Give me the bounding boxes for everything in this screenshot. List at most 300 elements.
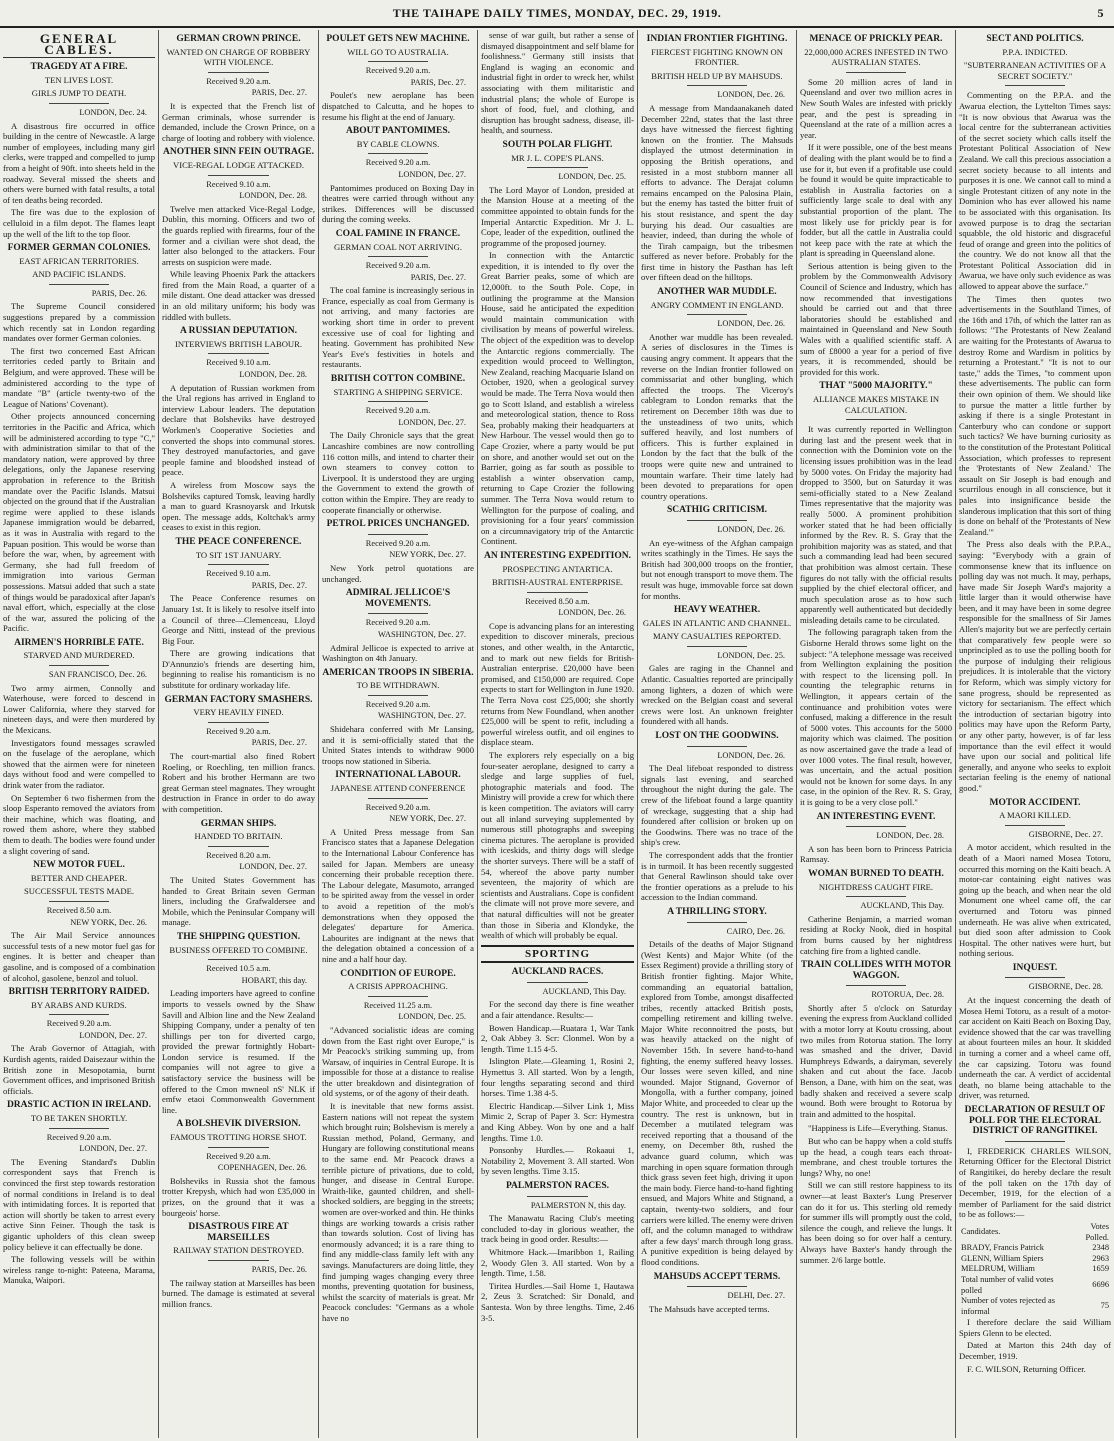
paragraph: Still we can still restore happiness to its owner—at least Baxter's Lung Preserver can do it for us. This sterling old remedy for summer ills will promptly oust the cold, silence the cough, and relieve the lungs. It has been doing so for over half a century. Always have Baxter's handy through the summer. 2/6 large bottle. (800, 1180, 952, 1265)
dateline: LONDON, Dec. 26. (717, 90, 785, 100)
paragraph: A message from Mandaanakaneh dated December 22nd, states that the last three days have witnessed the fiercest fighting known on the frontier. The Mahsuds displayed the utmost determination in opposing the British operations, and resisted in a most stubborn manner all efforts to advance. The Derajat column remains encamped on the Palosina Plain, but the enemy has tasted the bitter fruit of his stout resistance, and spent the day burying his dead. Our casualties are heavier, indeed, than during the whole of the Tirah campaign, but the tribesmen suffered as never before. Probably for the first time in history the Pasthan has left over fifteen dead on the hilltops. (641, 102, 793, 283)
paragraph: Another war muddle has been revealed. A series of disclosures in the Times is causing angry comment. It appears that the reverse on the Indian frontier followed on commissariat and other bungling, which affected the troops. The Viceroy's cablegram to London remarks that the retirement on December 18th was due to the unsteadiness of two units, which suffered heavily, and lost numbers of officers. This is further explained in London by the fact that the bulk of the troops were quite new and untrained to mountain warfare. Their time lately had been devoted to preparations for open country operations. (641, 331, 793, 501)
article-subheading: BRITISH HELD UP BY MAHSUDS. (651, 70, 783, 81)
dateline: NEW YORK, Dec. 27. (389, 550, 466, 560)
dateline: PALMERSTON N, this day. (530, 1200, 626, 1210)
column-1 (0, 30, 159, 1438)
article-headline: CONDITION OF EUROPE. (340, 968, 456, 979)
paragraph: A son has been born to Princess Patricia Ramsay. (800, 843, 952, 865)
paragraph: "Happiness is Life—Everything. Stanus. (808, 1123, 948, 1134)
paragraph: "Advanced socialistic ideas are coming down from the East right over Europe," is Mr Peacock's striking summing up, from Warsaw, of inquiries in Central Europe. It is impossible for those at a distance to realise the utter breakdown and disintegration of old systems, or of the agony of their death. (322, 1024, 474, 1099)
article (3, 62, 155, 239)
received-time: Received 9.20 a.m. (206, 726, 271, 736)
article (3, 860, 155, 983)
divider (687, 1286, 748, 1287)
poll-total (959, 1296, 1111, 1317)
column-2 (159, 30, 319, 1438)
article-headline: DISASTROUS FIRE AT MARSEILLES (188, 1222, 289, 1243)
poll-row (959, 1243, 1111, 1254)
paragraph: A wireless from Moscow says the Bolsheviks captured Tomsk, leaving hardly a man to guard Krasnoyarsk and Irkutsk open. The message adds, Koltchak's army ceases to exist in this region. (162, 479, 315, 533)
article-subheading: GIRLS JUMP TO DEATH. (31, 88, 127, 99)
divider (846, 826, 907, 827)
paragraph: Cope is advancing plans for an interesting expedition to discover minerals, precious stones, and other wealth, in the Antarctic, and to mark out new fields for British-Australian enterprise. £20,000 have been promised, and £150,000 are required. Cope expects to start for Wellington in June 1920. The Terra Nova cost £25,000; she shortly returns from New Foundland, when another £25,000 will be spent to refit, including a powerful wireless outfit, and oil engines to displace steam. (481, 620, 634, 748)
divider (208, 1260, 269, 1261)
article-subheading: JAPANESE ATTEND CONFERENCE (330, 783, 466, 794)
poll-table (959, 1222, 1111, 1317)
article-subheading: STARTING A SHIPPING SERVICE. (333, 386, 463, 397)
dateline: PARIS, Dec. 27. (410, 77, 466, 87)
article-subheading: AND PACIFIC ISLANDS. (32, 269, 126, 280)
article-subheading: ANGRY COMMENT IN ENGLAND. (650, 299, 784, 310)
paragraph: The Press also deals with the P.P.A., saying: "Everybody with a grain of commonsense knew that its influence on polling day was not much. It may, perhaps, have made Sir Joseph Ward's majority a little larger than it would otherwise have been, and it may have been in some degree responsible for the smallness of Sir James Allen's majority but we are perfectly certain that comparatively few people were so unprincipled as to use the polling booth for the purpose of indulging their religious prejudices. It is intolerable that the victory for Reform, which was simply victory for sane progress, should be represented as victory for sectarianism. The effect which the introduction of sectarian bigotry into politics may have upon the Reform Party, or any other party, however, is of far less importance than the evil effect it would have upon our social and political life generally, and anyone who seeks to exploit sectarian feeling is the enemy of national good." (959, 539, 1111, 793)
paragraph: Ponsonby Hurdles.— Rokaaui 1, Notability 2, Movement 3. All started. Won by seven lengths. Time 3.15. (481, 1145, 634, 1177)
article (959, 963, 1111, 1101)
article (322, 229, 474, 370)
article-subheading: ALLIANCE MAKES MISTAKE IN CALCULATION. (812, 394, 940, 415)
paragraph: But who can be happy when a cold stuffs up the head, a cough tears each throat-membrane, and chest trouble tortures the lungs? Why, no one! (800, 1136, 952, 1178)
article (322, 34, 474, 122)
dateline: LONDON, Dec. 27. (79, 1144, 147, 1154)
dateline: LONDON, Dec. 24. (79, 107, 147, 117)
paragraph: The Deal lifeboat responded to distress signals last evening, and searched throughout the night during the gale. The crew of the lifeboat found a large quantity of wreckage, suggesting that a ship had foundered after collision or broken up on the Goodwins. There was no trace of the ship's crew. (641, 763, 793, 848)
article (481, 140, 634, 547)
paragraph: The fire was due to the explosion of celluloid in a film depot. The flames leapt up the well of the lift to the top floor. (3, 207, 155, 239)
poll-total (959, 1275, 1111, 1296)
article-headline: FORMER GERMAN COLONIES. (7, 243, 151, 254)
article-headline: AMERICAN TROOPS IN SIBERIA. (322, 667, 474, 678)
article (3, 987, 155, 1096)
paragraph: Gales are raging in the Channel and Atlantic. Casualties reported are principally among lighters, a dozen of which were wrecked on the Belgian coast and several crews were lost. An unknown freighter foundered with all hands. (641, 663, 793, 727)
divider (49, 1014, 110, 1015)
article (959, 34, 1111, 794)
article-headline: GERMAN SHIPS. (200, 818, 277, 829)
received-time: Received 9.20 a.m. (46, 1132, 112, 1142)
received-time: Received 9.20 a.m. (365, 538, 431, 548)
paragraph: The Lord Mayor of London, presided at the Mansion House at a meeting of the committee appointed to obtain funds for the Imperial Antarctic Expedition. Mr J. L. Cope, leader of the expedition, outlined the programme of the proposed journey. (481, 184, 634, 248)
divider (846, 419, 907, 420)
column-4 (478, 30, 638, 1438)
paragraph: F. C. WILSON, Returning Officer. (967, 1363, 1086, 1374)
article-headline: POULET GETS NEW MACHINE. (326, 34, 470, 44)
dateline: DELHI, Dec. 27. (727, 1291, 785, 1301)
dateline: LONDON, Dec. 27. (398, 169, 466, 179)
received-time: Received 9.20 a.m. (365, 406, 431, 416)
poll-value: 2963 (1092, 1253, 1109, 1263)
poll-value: Votes Polled. (1085, 1221, 1109, 1242)
paragraph: While leaving Phoenix Park the attackers fired from the Main Road, a quarter of a mile distant. One dead attacker was dressed in an old military uniform; his body was riddled with bullets. (162, 269, 315, 322)
dateline: PARIS, Dec. 26. (251, 1264, 307, 1274)
divider (687, 746, 748, 747)
article-subheading: BRITISH-AUSTRAL ENTERPRISE. (492, 577, 623, 588)
paragraph: The coal famine is increasingly serious in France, especially as coal from Germany is not arriving, and many factories are working short time in order to prevent excessive use of coal for lighting and heating. Government has prohibited New Year's Eve's festivities in hotels and restaurants. (322, 285, 474, 370)
paragraph: The Times then quotes two advertisements in the Southland Times, of the 16th and 17th, of which the latter ran as follows: "The Protestants of New Zealand are waiting for the Protestants of Awarua to destroy Rome and Wardism in politics by returning a Protestant." "It is not to our taste," adds the Times, "to comment upon these advertisements. The public can form their own opinion of them. We should like to pursue the matter a little further by asking if there is a single Protestant in Canterbury who can condone or support such tactics? We have burning curiosity as to the constitution of the Protestant Political Association, which professes to represent the 'Protestants of New Zealand.' The assault on Sir Joseph is bad enough and scurrilous enough in all conscience, but it pales into insignificance beside the slanderous implication that this sort of thing is done on behalf of the 'Protestants of New Zealand.'" (959, 293, 1111, 537)
article-headline: AN INTERESTING EVENT. (816, 811, 936, 822)
received-time: Received 9.20 a.m. (206, 1151, 271, 1161)
received-time: Received 9.20 a.m. (365, 261, 431, 271)
article-headline: GERMAN FACTORY SMASHERS. (164, 694, 313, 705)
article (3, 243, 155, 634)
article-headline: MAHSUDS ACCEPT TERMS. (653, 1271, 781, 1282)
article-subheading: NIGHTDRESS CAUGHT FIRE. (818, 881, 934, 892)
received-time: Received 9.20 a.m. (206, 76, 271, 86)
article-subheading: "SUBTERRANEAN ACTIVITIES OF A SECRET SOCIETY." (963, 60, 1107, 81)
paragraph: A United Press message from San Francisco states that a Japanese Delegation to the International Labour Conference has sailed for Japan. Members are uneasy concerning their probable reception there. The Labour delegate, Masumoto, arranged to be spirited away from the vessel in order to avoid a repetition of the mob's demonstrations when they opposed the delegates' departure for America. Labourites are indignant at the news that the delegation obtained a concession of a nine and a half hour day. (322, 826, 474, 964)
dateline: HOBART, this day. (241, 975, 307, 985)
dateline: GISBORNE, Dec. 28. (1028, 982, 1103, 992)
divider (208, 1147, 269, 1148)
article-headline: LOST ON THE GOODWINS. (655, 731, 779, 742)
masthead-title: THE TAIHAPE DAILY TIMES, MONDAY, DEC. 29, 1919. (392, 6, 722, 20)
divider (208, 175, 269, 176)
paragraph: The Supreme Council considered suggestions prepared by a commission which recently sat in London regarding mandates over former German colonies. (3, 301, 155, 344)
article-headline: SOUTH POLAR FLIGHT. (502, 139, 613, 150)
dateline: ROTORUA, Dec. 28. (871, 990, 944, 1000)
article (162, 695, 315, 815)
article-headline: INTERNATIONAL LABOUR. (335, 770, 461, 781)
dateline: LONDON, Dec. 25. (558, 172, 626, 182)
paragraph: Some 20 million acres of land in Queensland and over two million acres in New South Wales are infested with prickly pear, and the pest is spreading in Queensland at the rate of a million acres a year. (800, 76, 952, 140)
paragraph: The first two concerned East African territories ceded partly to Britain and Belgium, and were approved. These will be administered according to the type of mandate "B" (article twenty-two of the League of Nations' Covenant). (3, 345, 155, 409)
paragraph: The Air Mail Service announces successful tests of a new motor fuel gas for engines. It is better and cheaper than gasoline, and is composed of a combination of alcohol, gasolene, benzol and toluol. (3, 930, 155, 983)
article-headline: SECT AND POLITICS. (986, 34, 1084, 44)
received-time: Received 9.20 a.m. (365, 158, 431, 168)
article-subheading: VERY HEAVILY FINED. (193, 707, 284, 718)
dateline: LONDON, Dec. 27. (239, 862, 307, 872)
poll-row (959, 1254, 1111, 1265)
article-subheading: BUSINESS OFFERED TO COMBINE. (169, 944, 308, 955)
received-time: Received 9.20 a.m. (365, 66, 431, 76)
article (162, 819, 315, 928)
article (800, 812, 952, 865)
paragraph: Electric Handicap.—Silver Link 1, Miss Mimic 2, Scrap of Paper 3. Scr: Hymestra and King Abbey. Won by one and a half lengths. Time 1.0. (481, 1100, 634, 1143)
dateline: PARIS, Dec. 27. (251, 88, 307, 98)
article-subheading: HANDED TO BRITAIN. (194, 831, 283, 842)
divider (527, 982, 588, 983)
article-headline: A THRILLING STORY. (667, 906, 767, 917)
dateline: NEW YORK, Dec. 27. (389, 814, 466, 824)
paragraph: It is inevitable that new forms assist. Eastern nations will not repeat the system which brought ruin; Bolshevism is merely a Russian method, Poland, Germany, and Hungary are following constitutional means to the same end. Mr Peacock draws a terrible picture of privations, due to cold, hunger, and disease in Central Europe. Wraith-like, gaunted children, and shell-shocked soldiers, are begging in the streets; women are over-worked and thin. He thinks things are working towards a crisis rather than towards solution. Cost of living has enormously advanced; it is a rare thing to find any middle-class family left with any savings. Manufacturers are doing little, they find jumping wages changing every three months, preventing quotation for business, whilst the scarcity of materials is great. Mr Peacock concludes: "Germans as a whole have no (322, 1101, 474, 1323)
poll-value: 1659 (1092, 1264, 1109, 1274)
divider (49, 103, 110, 104)
divider (208, 72, 269, 73)
article-subheading: A CRISIS APPROACHING. (348, 981, 448, 992)
paragraph: Shortly after 5 o'clock on Saturday evening the express from Auckland collided with a motor lorry at Koutu crossing, about two miles from Rotorua station. The lorry was smashed and the driver, David Humphreys Edwards, a dairyman, severely shaken and cut about the face. Jacob Benson, a Dane, with him on the seat, was badly shaken and received a severe scalp wound. Both were brought to Rotorua by train and admitted to the hospital. (800, 1002, 952, 1119)
divider (1005, 977, 1066, 978)
received-time: Received 8.50 a.m. (46, 905, 112, 915)
article (481, 30, 634, 136)
article (162, 537, 315, 691)
paragraph: Tiritea Hurdles.—Sail Home 1, Hautawa 2, Zeus 3. Scratched: Sir Donald, and Santesta. Won by three lengths. Time, 2.46 3-5. (481, 1280, 634, 1323)
article-headline: AUCKLAND RACES. (511, 967, 604, 978)
paragraph: The correspondent adds that the frontier is in turmoil. It has been recently suggested that General Rawlinson should take over the frontier operations as a prelude to his accession to the Indian command. (641, 849, 793, 903)
article-headline: HEAVY WEATHER. (673, 605, 761, 616)
divider (846, 985, 907, 986)
paragraph: A deputation of Russian workmen from the Ural regions has arrived in England to interview Labour leaders. The deputation declare that Bolsheviks have destroyed Workmen's Cooperative Societies and converted the shops into communal stores. They destroyed manufactories, and gave people famine and bloodshed instead of peace. (162, 382, 315, 478)
divider (368, 256, 429, 257)
article-headline: INDIAN FRONTIER FIGHTING. (646, 34, 788, 44)
poll-label: Candidates. (961, 1227, 1001, 1237)
paragraph: Pantomimes produced on Boxing Day in theatres were carried through without any strikes. Differences will be discussed during the coming weeks. (322, 182, 474, 225)
dateline: LONDON, Dec. 26. (717, 750, 785, 760)
article-headline: PETROL PRICES UNCHANGED. (326, 519, 470, 530)
divider (687, 520, 748, 521)
divider (368, 61, 429, 62)
article-subheading: GALES IN ATLANTIC AND CHANNEL. (642, 617, 792, 628)
article-subheading: PROSPECTING ANTARTICA. (502, 563, 613, 574)
received-time: Received 9.10 a.m. (206, 358, 271, 368)
article-headline: THE SHIPPING QUESTION. (176, 931, 301, 942)
dateline: COPENHAGEN, Dec. 26. (217, 1163, 307, 1173)
article-headline: THAT "5000 MAJORITY." (819, 381, 933, 392)
dateline: LONDON, Dec. 25. (398, 1012, 466, 1022)
article (322, 969, 474, 1324)
poll-row (959, 1264, 1111, 1275)
dateline: WASHINGTON, Dec. 27. (377, 711, 466, 721)
paragraph: It is expected that the French list of German criminals, whose surrender is demanded, include the Crown Prince, on a charge of looting and robbery with violence. (162, 100, 315, 143)
dateline: GISBORNE, Dec. 27. (1028, 829, 1103, 839)
dateline: PARIS, Dec. 27. (410, 272, 466, 282)
article (162, 1119, 315, 1218)
article-headline: WOMAN BURNED TO DEATH. (808, 868, 944, 879)
article-headline: A BOLSHEVIK DIVERSION. (176, 1119, 301, 1130)
article-headline: TRAGEDY AT A FIRE. (30, 62, 128, 73)
paragraph: Investigators found messages scrawled on the fuselage of the aeroplane, which showed that the airmen were for nineteen days without food and were compelled to drink water from the radiator. (3, 737, 155, 790)
paragraph: New York petrol quotations are unchanged. (322, 562, 474, 584)
received-time: Received 9.10 a.m. (206, 179, 271, 189)
divider (368, 534, 429, 535)
paragraph: A disastrous fire occurred in office building in the centre of Newcastle. A large number of employees, including many girl clerks, were trapped and compelled to jump from a height of 90ft. into sheets held in the roadway. Several missed the sheets and others were burned with fatal results, a total of ten deaths being recorded. (3, 120, 155, 205)
article-subheading: A MAORI KILLED. (999, 810, 1071, 821)
article-subheading: MR J. L. COPE'S PLANS. (511, 152, 604, 163)
divider (208, 353, 269, 354)
paragraph: sense of war guilt, but rather a sense of dismayed disappointment and self blame for foolishness." Germany still insists that England is waging an economic and industrial fight in order to wreck her, whilst associating with them militaristic and industrial plans; the whole of Europe is short of food, fuel, and clothing, and disruption has brought sadness, disease, ill-health, and sourness. (481, 30, 634, 136)
paragraph: Admiral Jellicoe is expected to arrive at Washington on 4th January. (322, 642, 474, 664)
paragraph: Bolsheviks in Russia shot the famous trotter Krepysh, which had won £35,000 in prizes, on the ground that it was a bourgeois' horse. (162, 1175, 315, 1218)
paragraph: Poulet's new aeroplane has been dispatched to Calcutta, and he hopes to resume his flight at the end of January. (322, 90, 474, 122)
divider (1005, 85, 1066, 86)
paragraph: On September 6 two fishermen from the sloop Esperanto removed the aviators from their machine, which was floating, and rowed them ashore, where they stabbed them to death. The bodies were found under a slight covering of sand. (3, 792, 155, 856)
article (322, 126, 474, 225)
poll-label: BRADY, Francis Patrick (961, 1243, 1044, 1253)
article (322, 588, 474, 664)
article (322, 770, 474, 964)
article-subheading: WANTED ON CHARGE OF ROBBERY WITH VIOLENCE. (166, 46, 311, 68)
article-headline: GERMAN CROWN PRINCE. (176, 34, 301, 44)
divider (846, 896, 907, 897)
article (3, 31, 155, 58)
paragraph: The Arab Governor of Attagiah, with Kurdish agents, raided Daisezaur within the British zone in Mesopotamia, burnt Government offices, and imprisoned British officials. (3, 1043, 155, 1096)
article (162, 932, 315, 1116)
paragraph: The railway station at Marseilles has been burned. The damage is estimated at several million francs. (162, 1277, 315, 1309)
received-time: Received 11.25 a.m. (363, 1000, 433, 1010)
article-headline: INQUEST. (1012, 962, 1058, 973)
paragraph: Islington Plate.—Gleaming 1, Rosini 2, Hymettus 3. All started. Won by a length, four lengths separating second and third horses. Time 1.38 4-5. (481, 1056, 634, 1099)
article-subheading: EAST AFRICAN TERRITORIES. (19, 255, 139, 266)
article (162, 326, 315, 533)
dateline: SAN FRANCISCO, Dec. 26. (48, 670, 147, 680)
page-number: 5 (1097, 6, 1104, 20)
article (641, 907, 793, 1268)
paragraph: The Mahsuds have accepted terms. (649, 1303, 770, 1314)
paragraph: Shidehara conferred with Mr Lansing, and it is semi-officially stated that the United States intends to withdraw 9000 troops now stationed in Siberia. (322, 724, 474, 766)
divider (687, 314, 748, 315)
dateline: LONDON, Dec. 27. (398, 417, 466, 427)
poll-value: 6696 (1092, 1280, 1109, 1290)
dateline: PARIS, Dec. 27. (251, 738, 307, 748)
article (322, 668, 474, 767)
paragraph: I, FREDERICK CHARLES WILSON, Returning Officer for the Electoral District of Rangitikei, do hereby declare the result of the poll taken on the 17th day of December, 1919, for the election of a member of Parliament for the said district to be as follows:— (959, 1145, 1111, 1220)
article-subheading: TO SIT 1ST JANUARY. (195, 549, 282, 560)
paragraph: Two army airmen, Connolly and Waterhouse, were forced to descend in Lower California, where they starved for nineteen days, and were then murdered by the Mexicans. (3, 682, 155, 736)
divider (49, 901, 110, 902)
article-subheading: TO BE TAKEN SHORTLY. (30, 1113, 128, 1124)
article-headline: MOTOR ACCIDENT. (989, 797, 1081, 808)
article-headline: AIRMEN'S HORRIBLE FATE. (14, 637, 144, 648)
article-headline: BRITISH COTTON COMBINE. (330, 374, 466, 385)
article (481, 967, 634, 1177)
article (162, 34, 315, 143)
column-5 (638, 30, 797, 1438)
article (641, 34, 793, 283)
divider (687, 85, 748, 86)
paragraph: Other projects announced concerning territories in the Pacific and Africa, which will be administered according to type "C," with administration similar to that of the mandatory nation, were approved by three delegations, only the Japanese reserving approbation in reference to the British mandate over the Pacific Islands. Matsui objected on the ground that if the Australian regime were applied to these islands Japanese immigration would be debarred, as it was in Australia with regard to the Papuan position. This would be worse than before the war, when, by agreement with Germany, she had full freedom of immigration into various German possessions. Matsui added that such a state of things would be paradoxical after Japan's naval effort, which, especially at the close of the war, assured the policing of the Pacific. (3, 411, 155, 634)
divider (49, 665, 110, 666)
article-subheading: RAILWAY STATION DESTROYED. (173, 1245, 304, 1256)
paragraph: The following paragraph taken from the Gisborne Herald throws some light on the subject: "A telephone message was received from Wellington explaining the position with respect to the licensing poll. In counting the telegraphic returns in Wellington, it appears certain of the continuance and prohibition votes were confused, making a difference in the result of 5000 votes. This accounts for the 5000 majority which was claimed. The position as now ascertained gave the trade a lead of over 1000 votes. The final result, however, was uncertain, and the actual position would not be known for some days. In any case, in the opinion of the Rev. R. S. Gray, it is going to be a very close poll." (800, 627, 952, 807)
paragraph: I therefore declare the said William Spiers Glenn to be elected. (959, 1317, 1111, 1338)
article-headline: GENERAL CABLES. (3, 34, 155, 58)
dateline: LONDON, Dec. 26. (717, 524, 785, 534)
article (641, 505, 793, 601)
poll-value: 75 (1100, 1301, 1109, 1311)
article-subheading: GERMAN COAL NOT ARRIVING. (334, 241, 462, 252)
poll-label: Number of votes rejected as informal (961, 1296, 1055, 1316)
article-subheading: 22,000,000 ACRES INFESTED IN TWO AUSTRALIAN STATES. (804, 46, 948, 68)
article (3, 1100, 155, 1286)
article-subheading: MANY CASUALTIES REPORTED. (652, 631, 781, 642)
divider (368, 613, 429, 614)
dateline: AUCKLAND, This Day. (542, 986, 626, 996)
dateline: PARIS, Dec. 26. (91, 288, 147, 298)
article-subheading: BETTER AND CHEAPER. (30, 872, 128, 883)
article (800, 869, 952, 956)
paragraph: An eye-witness of the Afghan campaign writes scathingly in the Times. He says the British had 300,000 troops on the frontier, but not enough transport to move them. The result was huge, immovable force sat down for months. (641, 537, 793, 601)
paragraph: If it were possible, one of the best means of dealing with the plant would be to find a use for it, but even if a profitable use could be found it would be quite impracticable to establish in Australia factories on a sufficiently large scale to deal with any substantial proportion of the plant. The most likely use for prickly pear is for fodder, but all the cattle in Australia could not keep pace with the rate at which the plant is spreading in Queensland alone. (800, 142, 952, 259)
paragraph: For the second day there is fine weather and a fair attendance. Results:— (481, 999, 634, 1021)
dateline: AUCKLAND, This Day. (860, 901, 944, 911)
masthead (0, 0, 1114, 28)
paragraph: The explorers rely especially on a big four-seater aeroplane, designed to carry a sledge and large supplies of fuel, photographic materials and food. The Ministry will provide a crew for which there is keen competition. The aviators will carry out all inland surveying supplemented by numerous still photographs and sweeping cinema pictures. The aeroplane is provided with iceskids, and thirty dogs will sledge the shorter surveys. There will be a staff of 54, whereof the above party number seventeen, the majority of which are scientists and Australians. Cope is confident the climate will not prove more severe, and that natural difficulties will not be greater than those in Siberia and Klondyke, the wealth of which will probably be equal. (481, 750, 634, 941)
paragraph: The Evening Standard's Dublin correspondent says that French is convinced the first step towards restoration of normal conditions in Ireland is to deal with intimidating forces. It is reported that action will shortly be taken to arrest every active Sinn Feiner. Though the task is gigantic upholders of this clean sweep policy believe it can effectually be done. (3, 1156, 155, 1252)
poll-label: Total number of valid votes polled (961, 1274, 1054, 1295)
article (322, 519, 474, 584)
article (800, 960, 952, 1119)
article-headline: ANOTHER WAR MUDDLE. (657, 287, 777, 298)
paragraph: Commenting on the P.P.A. and the Awarua election, the Lyttelton Times says: "It is now obvious that Awarua was the local centre for the subterranean activities of the secret society which calls itself the Protestant Political Association of New Zealand. We call this precious association a secret society because to all intents and purposes it is one. We cannot call to mind a single Protestant citizen of any note in the Dominion who has ever allowed his name to be associated with this organisation. Its avowed purpose is to drag the sectarian squabble, the old historic and disgraceful feud of orange and green into the politics of the country. We do not know all that the Protestant Political Association did in Awarua, we have only such evidence as was allowed to appear above the surface." (959, 90, 1111, 292)
divider (368, 153, 429, 154)
article-headline: AN INTERESTING EXPEDITION. (483, 550, 632, 561)
divider (208, 722, 269, 723)
divider (1005, 825, 1066, 826)
article-headline: MENACE OF PRICKLY PEAR. (809, 34, 943, 44)
article-subheading: INTERVIEWS BRITISH LABOUR. (174, 338, 303, 349)
paragraph: The United States Government has handed to Great Britain seven German liners, including the Grafwaldersee and Mobile, which the Peninsular Company will manage. (162, 874, 315, 928)
article (322, 374, 474, 515)
article-subheading: VICE-REGAL LODGE ATTACKED. (173, 159, 304, 170)
received-time: Received 9.20 a.m. (365, 618, 431, 628)
column-7 (956, 30, 1114, 1438)
article (800, 34, 952, 377)
paragraph: A motor accident, which resulted in the death of a Maori named Mosea Totoru, occurred this morning on the Kaiti beach. A motor-car containing eight natives was going up the beach, and when near the old Monument one wheel came off, the car overturned and Totoru was pinned underneath. He was alive when extricated, but died soon after admission to Cook Hospital. The other natives were hurt, but nothing serious. (959, 842, 1111, 959)
dateline: NEW YORK, Dec. 26. (70, 917, 147, 927)
article-headline: ADMIRAL JELLICOE'S MOVEMENTS. (345, 588, 451, 609)
article-headline: NEW MOTOR FUEL. (33, 860, 125, 871)
divider (1005, 1141, 1066, 1142)
article-subheading: SUCCESSFUL TESTS MADE. (23, 886, 135, 897)
divider (527, 1196, 588, 1197)
article-headline: BRITISH TERRITORY RAIDED. (8, 987, 150, 998)
article-subheading: BY ARABS AND KURDS. (31, 999, 127, 1010)
article-subheading: P.P.A. INDICTED. (1002, 46, 1068, 57)
divider (368, 695, 429, 696)
article (481, 551, 634, 941)
dateline: LONDON, Dec. 28. (876, 831, 944, 841)
paragraph: Bowen Handicap.—Ruatara 1, War Tank 2, Oak Abbey 3. Scr: Clonmel. Won by a length. Time 1.15 4-5. (481, 1022, 634, 1054)
received-time: Received 9.20 a.m. (365, 802, 431, 812)
divider (368, 996, 429, 997)
received-time: Received 8.20 a.m. (206, 850, 271, 860)
divider (368, 401, 429, 402)
column-3 (319, 30, 478, 1438)
paragraph: There are growing indications that D'Annunzio's friends are deserting him, beginning to realise his romanticism is no substitute for ordinary workaday life. (162, 648, 315, 691)
dateline: PARIS, Dec. 27. (251, 580, 307, 590)
divider (208, 959, 269, 960)
article (3, 638, 155, 856)
received-time: Received 9.20 a.m. (365, 699, 431, 709)
article-headline: TRAIN COLLIDES WITH MOTOR WAGGON. (800, 960, 952, 981)
article (800, 1123, 952, 1265)
paragraph: The Peace Conference resumes on January 1st. It is likely to resolve itself into a Council of three—Clemenceau, Lloyd George and Nitti, instead of the previous Big Four. (162, 593, 315, 646)
article-subheading: FIERCEST FIGHTING KNOWN ON FRONTIER. (651, 46, 783, 68)
poll-label: GLENN, William Spiers (961, 1253, 1044, 1263)
article (959, 1105, 1111, 1374)
divider (208, 564, 269, 565)
article (641, 605, 793, 727)
article-headline: SCATHIG CRITICISM. (666, 505, 768, 516)
article-subheading: BY CABLE CLOWNS. (356, 138, 440, 149)
divider (527, 592, 588, 593)
paragraph: It was currently reported in Wellington during last and the present week that in connection with the Dominion vote on the licensing issues prohibition was in the lead by 5000 votes. On Friday the majority had dropped to 3500, but on Saturday it was semi-officially stated to a New Zealand Times representative that the majority was really 5000. A prominent prohibition worker stated that he had been officially informed by the Rev. R. S. Gray that the prohibition majority was as stated, and that such a commanding lead had been secured that prohibition was almost certain. These figures do not tally with the official results supplied by the chief electoral officer, and much speculation arose as to how such apparently well authenticated but decidedly misleading details came to be circulated. (800, 424, 952, 625)
paragraph: Details of the deaths of Major Stignand (West Kents) and Major White (of the Essex Regiment) provide a thrilling story of British frontier fighting. Major White, commanding an equatorial battalion, explored from Tombe, amongst disaffected tribes, recently attacked British posts, compelling retirement and killing twelve. Major White reconnoitred the posts, but was heavily attacked on the night of November 15th. In severe hand-to-hand fighting, the enemy suffered heavy losses. Our losses were seven killed, and nine wounded. Major Stignand, Governor of Mongolla, with a further company, joined Major White, and proceeded to clear up the country. The rest is unknown, but in December a mutilated telegram was received reporting that a thousand of the enemy, on December 8th, rushed the advance guard column, which was marching in open square formation through thick grass seven feet high, driving it upon the main body. Fierce hand-to-hand fighting ensued, and Majors White and Stignand, a captain, twenty-two soldiers, and four carriers were killed. The enemy were driven off, and the column managed to withdraw after a few days' march through long grass. A punitive expedition is being delayed by flood conditions. (641, 939, 793, 1267)
poll-label: MELDRUM, William (961, 1264, 1035, 1274)
article-headline: THE PEACE CONFERENCE. (175, 536, 302, 547)
article (641, 1272, 793, 1315)
article (641, 287, 793, 501)
received-time: Received 9.20 a.m. (46, 1019, 112, 1029)
dateline: LONDON, Dec. 28. (239, 191, 307, 201)
article-subheading: WILL GO TO AUSTRALIA. (347, 46, 449, 57)
dateline: CAIRO, Dec. 26. (726, 926, 785, 936)
article (162, 147, 315, 322)
article-subheading: FAMOUS TROTTING HORSE SHOT. (170, 1132, 307, 1143)
received-time: Received 10.5 a.m. (206, 964, 271, 974)
article (162, 1222, 315, 1309)
dateline: LONDON, Dec. 28. (239, 370, 307, 380)
dateline: LONDON, Dec. 26. (717, 319, 785, 329)
section-banner: SPORTING (481, 945, 634, 964)
paragraph: Whitmore Hack.—Imaribbon 1, Railing 2, Woody Glen 3. All started. Won by a length. Time, 1.58. (481, 1246, 634, 1279)
article-headline: ABOUT PANTOMIMES. (346, 126, 450, 137)
